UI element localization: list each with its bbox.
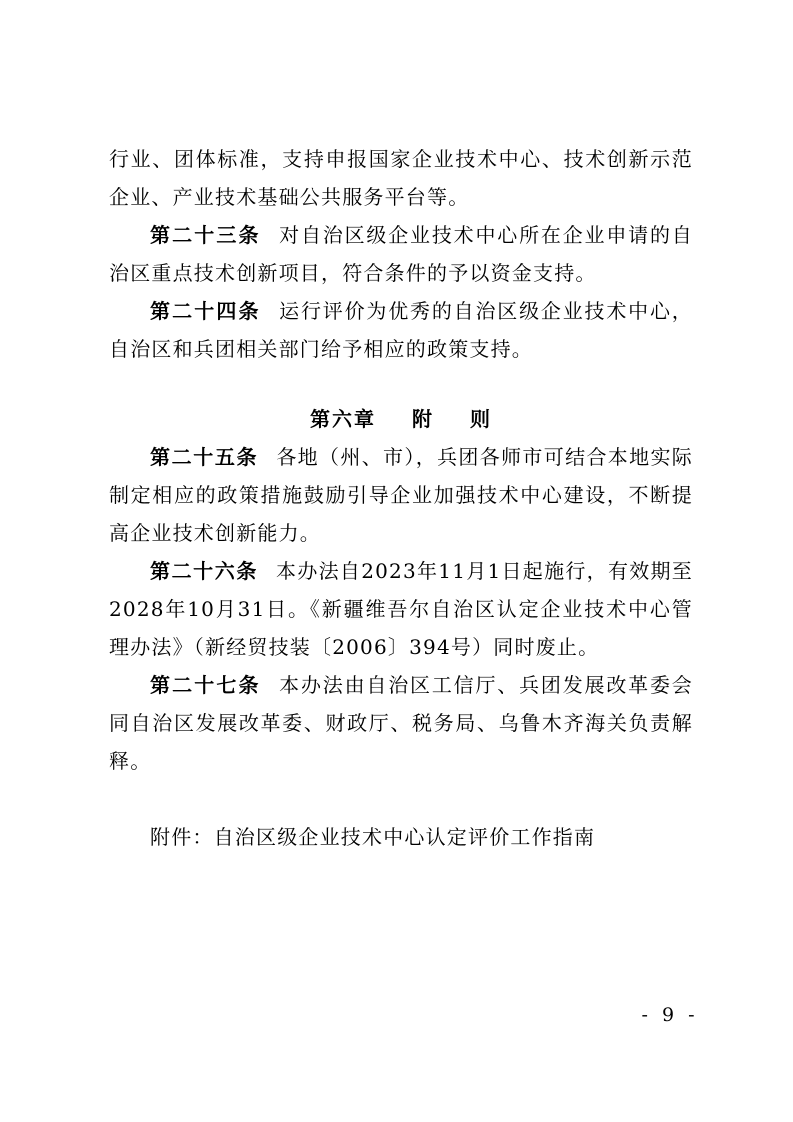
article-26 <box>109 552 693 666</box>
article-text: 本办法自2023年11月1日起施行，有效期至2028年10月31日。《新疆维吾尔自治区认定企业技术中心管理办法》（新经贸技装〔2006〕394号）同时废止。 <box>109 559 694 659</box>
article-25 <box>109 438 693 552</box>
article-text: 各地（州、市），兵团各师市可结合本地实际制定相应的政策措施鼓励引导企业加强技术中心建设，不断提高企业技术创新能力。 <box>109 445 694 545</box>
article-number: 第二十六条 <box>150 559 258 583</box>
article-number: 第二十四条 <box>150 299 261 323</box>
chapter-heading <box>109 400 693 438</box>
page-number: - 9 - <box>641 1004 699 1026</box>
article-number: 第二十三条 <box>150 223 261 247</box>
article-number: 第二十五条 <box>150 445 259 469</box>
article-27 <box>109 666 693 780</box>
document-body <box>109 140 693 856</box>
chapter-title-part1: 附 <box>412 407 434 431</box>
article-text: 对自治区级企业技术中心所在企业申请的自治区重点技术创新项目，符合条件的予以资金支持。 <box>109 223 693 285</box>
article-24 <box>109 292 693 368</box>
article-text: 本办法由自治区工信厅、兵团发展改革委会同自治区发展改革委、财政厅、税务局、乌鲁木齐海关负责解释。 <box>109 673 693 773</box>
article-number: 第二十七条 <box>150 673 261 697</box>
chapter-number: 第六章 <box>310 407 376 431</box>
paragraph-text: 行业、团体标准，支持申报国家企业技术中心、技术创新示范企业、产业技术基础公共服务平台等。 <box>109 147 693 209</box>
chapter-title-part2: 则 <box>470 407 492 431</box>
paragraph-continuation <box>109 140 693 216</box>
attachment-line: 附件：自治区级企业技术中心认定评价工作指南 <box>150 825 596 849</box>
article-23 <box>109 216 693 292</box>
article-text: 运行评价为优秀的自治区级企业技术中心，自治区和兵团相关部门给予相应的政策支持。 <box>109 299 693 361</box>
